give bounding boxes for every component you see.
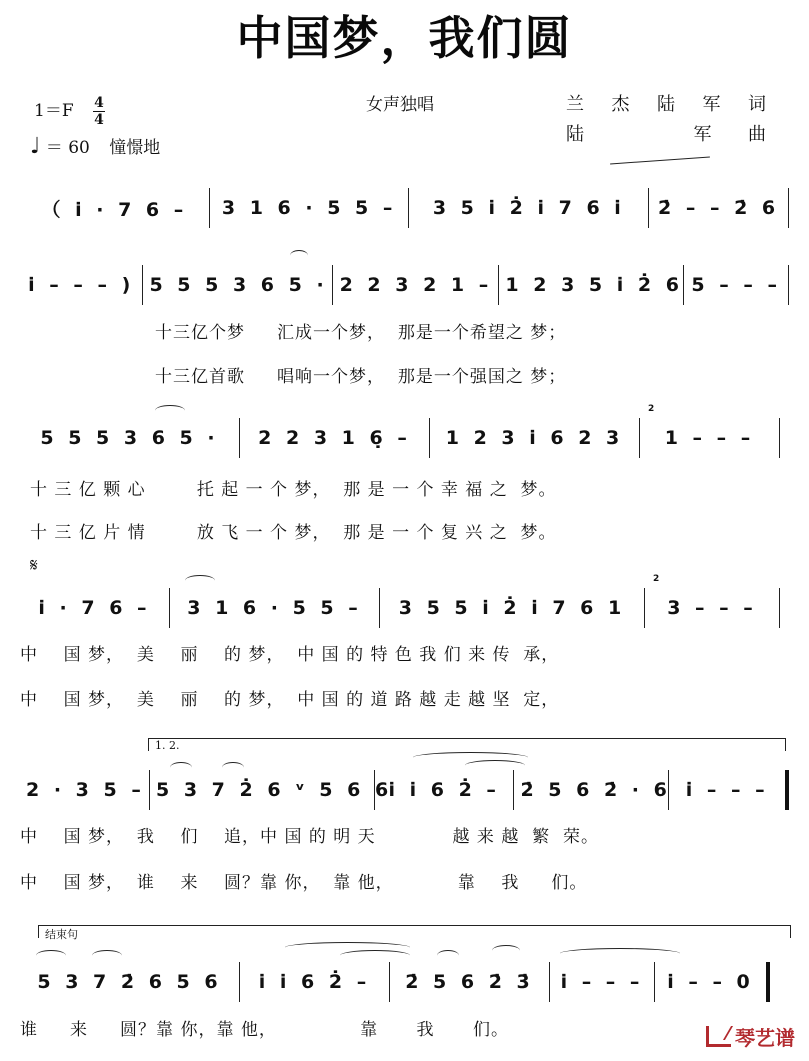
- measure: [669, 770, 789, 810]
- slur: [222, 762, 244, 773]
- measure: [655, 962, 770, 1002]
- measure: [210, 188, 410, 228]
- measure-notes: 5 3 7 2̇ 6 ᵛ 5 6 6: [156, 779, 393, 801]
- measure-notes: 1 2 3 5 i̇ 2̇ 6: [505, 274, 683, 296]
- measure: [20, 588, 170, 628]
- lyric-line: 十三亿个梦 汇成一个梦， 那是一个希望之 梦；: [155, 323, 567, 343]
- lyric-line: 谁 来 圆？靠 你，靠 他， 靠 我 们。: [20, 1020, 509, 1040]
- time-sig-top: 4: [94, 95, 104, 111]
- measure-notes: 5 5 5 3 6 5 ·: [149, 274, 328, 296]
- slur: [155, 405, 185, 416]
- measure: [684, 265, 789, 305]
- credits: [566, 90, 766, 150]
- measure: [640, 404, 780, 458]
- credit-char: 军: [693, 124, 712, 145]
- measure: [150, 770, 393, 810]
- measure: [390, 962, 550, 1002]
- notation-system: [20, 770, 789, 810]
- tempo-marking: [30, 133, 160, 159]
- measure-notes: i̇ – – –: [560, 971, 644, 993]
- lyric-line: 中 国 梦， 谁 来 圆？靠 你， 靠 他， 靠 我 们。: [20, 873, 588, 893]
- slur: [290, 250, 308, 261]
- key-signature: [34, 96, 105, 127]
- measure-notes: i̇ · 7 6 –: [38, 597, 151, 619]
- ending-bracket: [38, 925, 791, 941]
- credit-char: 兰: [566, 94, 584, 115]
- measure: [20, 265, 143, 305]
- measure: [20, 188, 210, 228]
- piano-logo-icon: [706, 1026, 731, 1047]
- credit-char: 曲: [748, 124, 766, 145]
- measure-notes: 3 1 6 · 5 5 –: [187, 597, 362, 619]
- measure-notes: 3 – – –: [667, 597, 757, 619]
- slur: [560, 948, 680, 959]
- measure: [380, 588, 645, 628]
- credit-char: 陆: [657, 94, 675, 115]
- measure-notes: 5 5 5 3 6 5 ·: [40, 427, 219, 449]
- measure: [499, 265, 684, 305]
- slur: [465, 760, 525, 771]
- lyric-line: 中 国 梦， 我 们 追，中 国 的 明 天 越 来 越 繁 荣。: [20, 827, 599, 847]
- measure-notes: 3 5 5 i̇ 2̇ i̇ 7 6 1: [398, 597, 626, 619]
- measure: [240, 418, 430, 458]
- ending-label: 结束句: [45, 928, 78, 941]
- lyric-line: 十三亿首歌 唱响一个梦， 那是一个强国之 梦；: [155, 367, 567, 387]
- measure-notes: 2 2 3 2 1 –: [339, 274, 493, 296]
- measure: [409, 188, 649, 228]
- measure-notes: 3 1 6 · 5 5 –: [221, 197, 397, 219]
- measure-notes: 5 3 7 2̇ 6 5 6: [37, 971, 222, 993]
- quarter-note-icon: ♩: [30, 134, 41, 159]
- measure-notes: i̇ i̇ 6 2̇ –: [258, 971, 371, 993]
- measure-notes: i̇ – – – ): [28, 274, 135, 296]
- expression-text: 憧憬地: [109, 138, 161, 158]
- credit-char: 杰: [611, 94, 630, 115]
- measure-notes: 2 · 3 5 –: [26, 779, 145, 801]
- measure-notes: 5 – – –: [691, 274, 781, 296]
- credit-char: 词: [748, 94, 766, 115]
- measure-notes: 3 5 i̇ 2̇ i̇ 7 6 i̇: [432, 197, 625, 219]
- slur: [437, 950, 459, 961]
- measure: [20, 770, 150, 810]
- lyric-line: 中 国 梦， 美 丽 的 梦， 中 国 的 道 路 越 走 越 坚 定，: [20, 690, 560, 710]
- measure-notes: （ i̇ · 7 6 –: [41, 198, 188, 221]
- watermark-text: 琴艺谱: [735, 1026, 795, 1050]
- slur: [492, 945, 520, 956]
- credit-char: 军: [702, 94, 721, 115]
- measure-notes: 2̇ 5 6 2̇ 3̇: [405, 971, 534, 993]
- measure-notes: 2̇ – – 2̇ 6: [658, 197, 780, 219]
- notation-system: [20, 962, 789, 1002]
- lyricist-row: [566, 90, 766, 120]
- measure: [649, 188, 789, 228]
- lyric-line: 十 三 亿 颗 心 托 起 一 个 梦， 那 是 一 个 幸 福 之 梦。: [30, 480, 557, 500]
- notation-system: [20, 265, 789, 305]
- measure: [550, 962, 655, 1002]
- decorative-line: [610, 157, 710, 165]
- measure: [143, 265, 333, 305]
- measure: [514, 770, 669, 810]
- volta-bracket: [148, 738, 786, 751]
- measure-notes: 2 2 3 1 6̣ –: [258, 427, 411, 449]
- measure: [430, 418, 640, 458]
- notation-system: [20, 574, 789, 628]
- notation-system: [20, 404, 789, 458]
- slur: [92, 950, 122, 961]
- slur: [170, 762, 192, 773]
- credit-char: 陆: [566, 124, 584, 145]
- measure: [20, 962, 240, 1002]
- measure: [645, 574, 780, 628]
- measure: [240, 962, 390, 1002]
- watermark-logo: [706, 1022, 795, 1051]
- measure-notes: 1 – – –: [664, 427, 755, 449]
- time-signature: [93, 96, 105, 127]
- measure: [375, 770, 514, 810]
- lyric-line: 十 三 亿 片 情 放 飞 一 个 梦， 那 是 一 个 复 兴 之 梦。: [30, 523, 557, 543]
- segno-icon: 𝄋: [30, 555, 38, 576]
- slur: [36, 950, 66, 961]
- performer-label: 女声独唱: [366, 95, 434, 115]
- grace-note: 2: [648, 404, 655, 414]
- volta-label: 1. 2.: [155, 739, 180, 752]
- notation-system: [20, 188, 789, 228]
- lyric-line: 中 国 梦， 美 丽 的 梦， 中 国 的 特 色 我 们 来 传 承，: [20, 645, 560, 665]
- measure: [170, 588, 380, 628]
- measure-notes: i̇ – – 0: [667, 971, 754, 993]
- song-title: 中国梦，我们圆: [236, 11, 573, 65]
- time-sig-bottom: 4: [94, 112, 104, 128]
- key-label: 1＝F: [34, 101, 74, 121]
- slur: [340, 950, 410, 961]
- composer-row: [566, 120, 766, 150]
- measure: [333, 265, 499, 305]
- measure-notes: i̇ – – –: [685, 779, 769, 801]
- slur: [185, 575, 215, 586]
- grace-note: 2: [653, 574, 660, 584]
- measure-notes: 2̇ 5 6 2̇ · 6: [520, 779, 671, 801]
- measure-notes: 1 2 3 i̇ 6 2 3: [445, 427, 624, 449]
- tempo-value: ＝ 60: [45, 138, 90, 158]
- measure-notes: i̇ i̇ 6 2̇ –: [388, 779, 500, 801]
- measure: [20, 418, 240, 458]
